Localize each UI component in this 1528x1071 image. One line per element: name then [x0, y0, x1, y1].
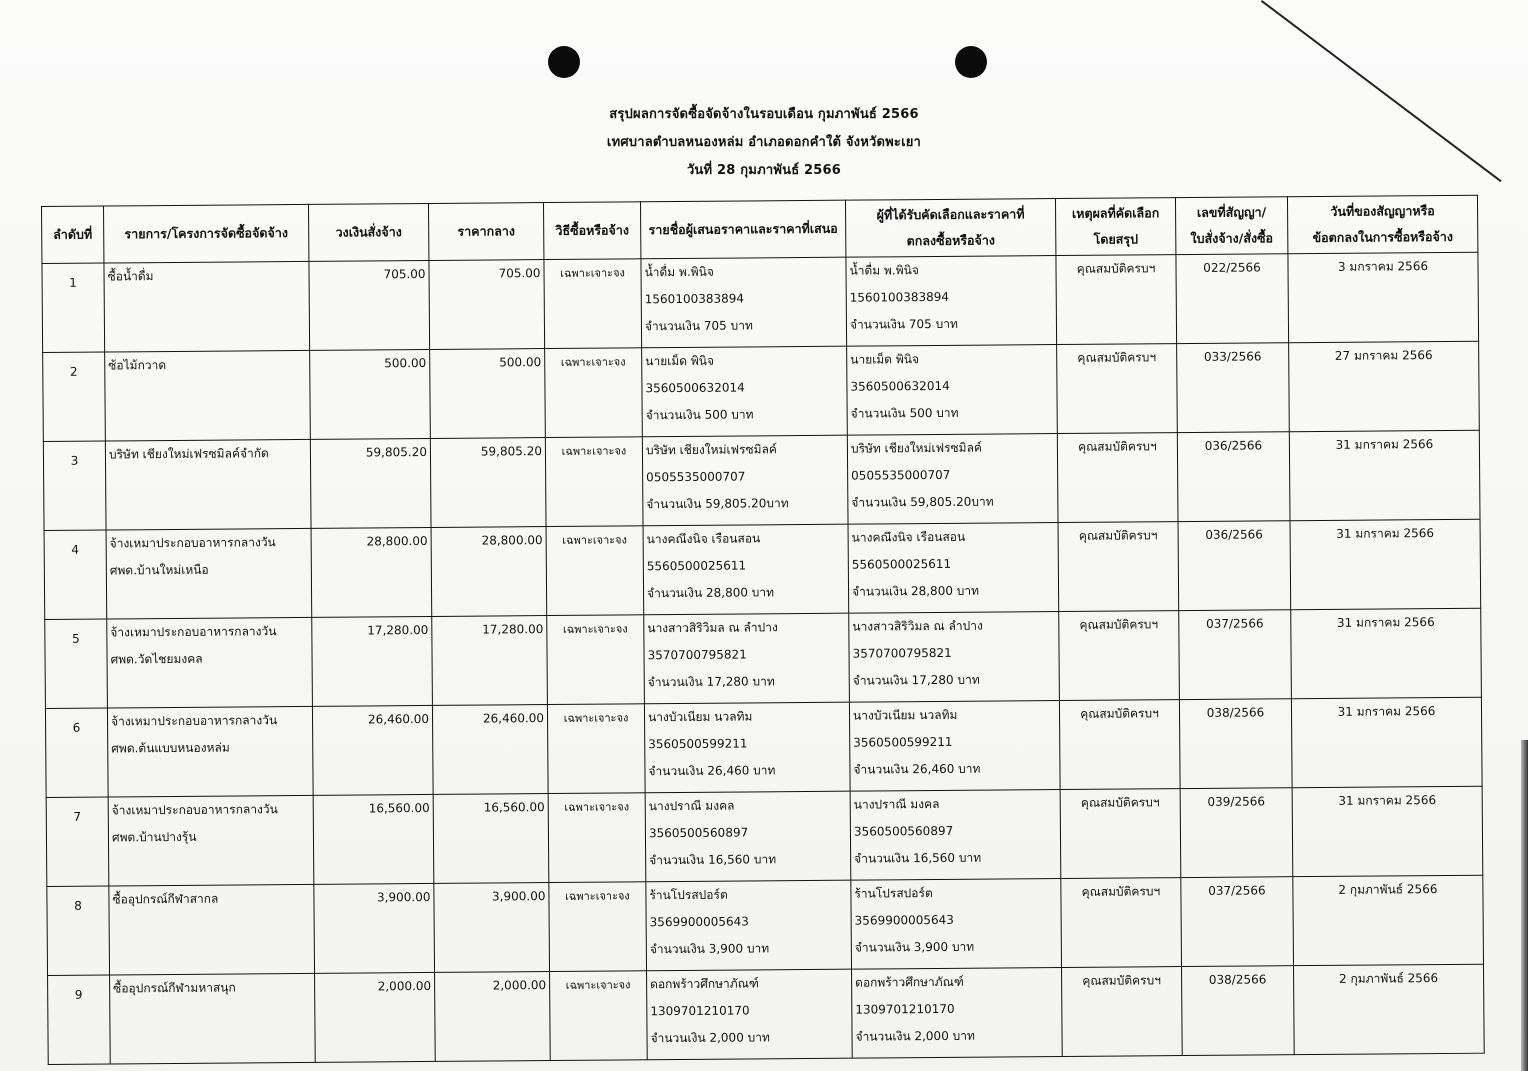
winner-cell-line: นายเม็ด พินิจ — [850, 352, 920, 367]
row-number — [45, 708, 108, 797]
contract-date-cell-line: 2 กุมภาพันธ์ 2566 — [1338, 882, 1438, 897]
contract-date-cell — [1291, 608, 1482, 698]
reason-cell — [1058, 522, 1179, 612]
contract-no-cell-line: 039/2566 — [1207, 794, 1266, 809]
reason-cell-line: คุณสมบัติครบฯ — [1078, 439, 1157, 454]
bidder-cell-line: 3560500632014 — [645, 380, 745, 396]
contract-date-cell-line: 31 มกราคม 2566 — [1336, 615, 1435, 630]
page-fold-edge — [1261, 0, 1502, 182]
contract-date-cell-line: 3 มกราคม 2566 — [1337, 259, 1429, 274]
method-cell — [547, 615, 645, 705]
document-date: วันที่ 28 กุมภาพันธ์ 2566 — [686, 163, 842, 178]
winner-cell — [848, 523, 1059, 614]
item-cell-line: ซื้ออุปกรณ์กีฬาสากล — [112, 891, 219, 907]
budget-cell-line: 17,280.00 — [367, 622, 429, 638]
item-cell-line: จ้างเหมาประกอบอาหารกลางวัน — [109, 535, 276, 551]
winner-cell-line: บริษัท เชียงใหม่เฟรซมิลค์ — [850, 440, 982, 456]
contract-date-cell — [1289, 430, 1480, 520]
table-row — [43, 341, 1480, 441]
contract-date-cell-line: 31 มกราคม 2566 — [1336, 526, 1435, 541]
budget-cell — [310, 438, 431, 528]
table-row — [44, 519, 1481, 619]
item-cell-line: จ้างเหมาประกอบอาหารกลางวัน — [111, 802, 278, 818]
median-price-cell — [432, 705, 548, 795]
method-cell — [549, 882, 647, 972]
item-cell-line: ศพด.วัดไชยมงคล — [110, 651, 203, 667]
col-header-method: วิธีซื้อหรือจ้าง — [543, 202, 640, 260]
median-price-cell-line: 59,805.20 — [480, 444, 542, 459]
contract-date-cell — [1292, 786, 1483, 876]
winner-cell-line: นางปราณี มงคล — [853, 796, 940, 812]
table-row — [47, 875, 1484, 975]
item-cell-line: จ้างเหมาประกอบอาหารกลางวัน — [110, 713, 278, 729]
col-header-median-price: ราคากลาง — [428, 203, 543, 261]
row-number-line: 2 — [69, 364, 78, 379]
contract-date-cell — [1293, 875, 1484, 965]
reason-cell-line: คุณสมบัติครบฯ — [1078, 528, 1158, 543]
item-cell-line: ซื้ออุปกรณ์กีฬามหาสนุก — [113, 980, 236, 996]
contract-date-cell — [1294, 964, 1485, 1054]
winner-cell-line: 3569900005643 — [854, 912, 954, 928]
bidder-cell-line: บริษัท เชียงใหม่เฟรซมิลค์ — [645, 442, 777, 458]
method-cell — [545, 348, 643, 438]
winner-cell-line: นางสาวสิริวิมล ณ ลำปาง — [852, 618, 983, 634]
contract-no-cell — [1178, 521, 1291, 611]
median-price-cell-line: 2,000.00 — [492, 978, 547, 993]
document-subtitle: เทศบาลตำบลหนองหล่ม อำเภอดอกคำใต้ จังหวัดพะเยา — [606, 135, 922, 150]
method-cell-line: เฉพาะเจาะจง — [562, 622, 628, 636]
reason-cell-line: คุณสมบัติครบฯ — [1082, 973, 1161, 988]
item-cell — [107, 617, 313, 708]
table-row — [45, 697, 1482, 797]
item-cell-line: บริษัท เชียงใหม่เฟรซมิลค์จำกัด — [108, 446, 269, 462]
budget-cell — [313, 794, 434, 884]
col-header-contract-no-line1: เลขที่สัญญา/ — [1196, 204, 1267, 220]
item-cell — [107, 706, 313, 797]
bidder-cell — [641, 257, 847, 348]
method-cell — [544, 259, 642, 349]
winner-cell — [852, 968, 1063, 1059]
reason-cell-line: คุณสมบัติครบฯ — [1077, 350, 1157, 365]
item-cell-line: ศพด.บ้านปางรุ้น — [111, 829, 197, 845]
method-cell-line: เฉพาะเจาะจง — [565, 889, 630, 903]
bidder-cell-line: 5560500025611 — [646, 558, 747, 574]
bidder-cell-line: 3560500599211 — [648, 736, 748, 752]
budget-cell-line: 2,000.00 — [377, 978, 432, 994]
table-row — [46, 786, 1483, 886]
winner-cell-line: จำนวนเงิน 705 บาท — [849, 316, 958, 332]
method-cell-line: เฉพาะเจาะจง — [561, 444, 627, 458]
budget-cell-line: 705.00 — [383, 266, 426, 282]
reason-cell — [1056, 255, 1177, 345]
contract-no-cell — [1180, 788, 1293, 878]
procurement-table — [41, 195, 1485, 1065]
winner-cell-line: จำนวนเงิน 59,805.20บาท — [851, 494, 994, 510]
contract-date-cell-line: 31 มกราคม 2566 — [1337, 704, 1436, 719]
col-header-winner — [845, 199, 1055, 258]
contract-date-cell — [1289, 341, 1480, 431]
row-number — [48, 975, 111, 1064]
punch-hole-left-icon — [548, 46, 580, 78]
median-price-cell-line: 16,560.00 — [483, 800, 545, 815]
bidder-cell — [647, 969, 853, 1060]
median-price-cell — [430, 438, 546, 528]
item-cell — [110, 973, 316, 1064]
col-header-reason — [1055, 198, 1175, 256]
item-cell-line: ซื้อน้ำดื่ม — [107, 269, 154, 284]
reason-cell — [1059, 611, 1180, 701]
budget-cell-line: 28,800.00 — [366, 533, 428, 549]
bidder-cell-line: 3570700795821 — [647, 647, 747, 663]
winner-cell-line: จำนวนเงิน 16,560 บาท — [854, 850, 982, 866]
budget-cell-line: 3,900.00 — [376, 889, 431, 905]
col-header-budget: วงเงินสั่งจ้าง — [308, 203, 428, 261]
contract-no-cell-line: 037/2566 — [1208, 883, 1266, 898]
reason-cell-line: คุณสมบัติครบฯ — [1079, 617, 1159, 632]
median-price-cell-line: 17,280.00 — [482, 622, 544, 637]
reason-cell — [1059, 700, 1180, 790]
bidder-cell-line: นางสาวสิริวิมล ณ ลำปาง — [647, 620, 778, 636]
method-cell — [547, 704, 645, 794]
item-cell — [105, 439, 311, 530]
row-number-line: 7 — [73, 809, 82, 824]
reason-cell — [1057, 344, 1178, 434]
row-number-line: 3 — [70, 453, 79, 468]
reason-cell-line: คุณสมบัติครบฯ — [1081, 884, 1161, 899]
page-edge-shadow — [1521, 740, 1528, 1071]
winner-cell-line: 1560100383894 — [849, 289, 950, 305]
contract-no-cell-line: 036/2566 — [1205, 527, 1263, 542]
winner-cell-line: จำนวนเงิน 26,460 บาท — [853, 761, 981, 777]
contract-date-cell-line: 27 มกราคม 2566 — [1334, 348, 1433, 363]
contract-no-cell — [1182, 966, 1295, 1056]
bidder-cell-line: จำนวนเงิน 2,000 บาท — [650, 1030, 770, 1046]
median-price-cell — [431, 527, 547, 617]
contract-no-cell-line: 033/2566 — [1203, 349, 1262, 364]
method-cell — [545, 437, 643, 527]
item-cell-line: ศพด.บ้านใหม่เหนือ — [109, 562, 209, 578]
bidder-cell-line: จำนวนเงิน 16,560 บาท — [649, 852, 777, 868]
row-number — [42, 263, 105, 352]
row-number-line: 6 — [72, 720, 81, 735]
bidder-cell-line: นางบัวเนียม นวลทิม — [647, 709, 753, 725]
winner-cell-line: 3570700795821 — [852, 645, 952, 661]
contract-no-cell — [1177, 432, 1290, 522]
document-title: สรุปผลการจัดซื้อจัดจ้างในรอบเดือน กุมภาพันธ์ 2566 — [609, 107, 919, 122]
item-cell — [109, 884, 315, 975]
contract-no-cell — [1176, 254, 1289, 344]
row-number — [43, 352, 106, 441]
contract-no-cell-line: 038/2566 — [1206, 705, 1265, 720]
budget-cell-line: 26,460.00 — [367, 711, 430, 727]
bidder-cell-line: น้ำดื่ม พ.พินิจ — [644, 264, 714, 280]
table-row — [42, 252, 1479, 352]
bidder-cell — [642, 346, 848, 437]
item-cell-line: ซ้อไม้กวาด — [108, 358, 167, 373]
col-header-reason-line2: โดยสรุป — [1093, 231, 1139, 247]
col-header-contract-date-line1: วันที่ของสัญญาหรือ — [1330, 203, 1435, 219]
bidder-cell-line: จำนวนเงิน 28,800 บาท — [647, 585, 775, 601]
table-row — [45, 608, 1482, 708]
item-cell — [108, 795, 314, 886]
median-price-cell-line: 28,800.00 — [481, 533, 543, 548]
winner-cell-line: ดอกพร้าวศึกษาภัณฑ์ — [855, 974, 964, 990]
budget-cell — [310, 349, 431, 439]
reason-cell-line: คุณสมบัติครบฯ — [1080, 795, 1160, 810]
col-header-contract-no — [1175, 197, 1287, 255]
bidder-cell-line: นางปราณี มงคล — [648, 798, 735, 814]
winner-cell-line: นางคณึงนิจ เรือนสอน — [851, 529, 966, 545]
winner-cell-line: 3560500599211 — [853, 734, 953, 750]
bidder-cell-line: 3569900005643 — [649, 914, 749, 930]
reason-cell — [1057, 433, 1178, 523]
punch-hole-right-icon — [955, 46, 987, 78]
row-number — [44, 530, 107, 619]
method-cell-line: เฉพาะเจาะจง — [562, 533, 628, 547]
winner-cell — [849, 612, 1060, 703]
winner-cell — [849, 701, 1060, 792]
bidder-cell — [643, 524, 849, 615]
median-price-cell — [433, 794, 549, 884]
row-number-line: 5 — [72, 631, 80, 646]
col-header-reason-line1: เหตุผลที่คัดเลือก — [1071, 205, 1160, 221]
col-header-winner-line1: ผู้ที่ได้รับคัดเลือกและราคาที่ — [876, 206, 1025, 223]
budget-cell-line: 16,560.00 — [368, 800, 430, 816]
median-price-cell — [432, 616, 548, 706]
row-number — [46, 797, 109, 886]
method-cell — [550, 971, 648, 1061]
contract-no-cell — [1177, 343, 1290, 433]
winner-cell-line: 3560500560897 — [853, 823, 954, 839]
winner-cell-line: 0505535000707 — [851, 467, 951, 483]
budget-cell — [314, 883, 435, 973]
winner-cell-line: 5560500025611 — [851, 556, 952, 572]
median-price-cell-line: 3,900.00 — [491, 889, 546, 904]
winner-cell-line: นางบัวเนียม นวลทิม — [852, 707, 958, 723]
item-cell — [104, 261, 310, 352]
winner-cell-line: จำนวนเงิน 17,280 บาท — [852, 672, 980, 688]
row-number-line: 8 — [74, 898, 82, 913]
winner-cell — [847, 434, 1058, 525]
winner-cell — [847, 345, 1058, 436]
median-price-cell-line: 26,460.00 — [482, 711, 545, 726]
table-row — [43, 430, 1480, 530]
contract-date-cell-line: 31 มกราคม 2566 — [1338, 793, 1437, 808]
item-cell — [105, 350, 311, 441]
table-row — [48, 964, 1485, 1064]
item-cell-line: ศพด.ต้นแบบหนองหล่ม — [111, 740, 230, 756]
col-header-contract-date — [1287, 195, 1477, 253]
budget-cell — [311, 527, 432, 617]
bidder-cell-line: จำนวนเงิน 17,280 บาท — [647, 674, 775, 690]
median-price-cell — [434, 883, 550, 973]
row-number-line: 1 — [69, 275, 77, 290]
bidder-cell-line: ดอกพร้าวศึกษาภัณฑ์ — [650, 976, 759, 992]
winner-cell-line: 3560500632014 — [850, 378, 950, 394]
winner-cell-line: จำนวนเงิน 2,000 บาท — [855, 1028, 975, 1044]
reason-cell-line: คุณสมบัติครบฯ — [1080, 706, 1159, 721]
col-header-contract-no-line2: ใบสั่งจ้าง/สั่งซื้อ — [1190, 230, 1274, 246]
method-cell — [546, 526, 644, 616]
contract-no-cell — [1179, 699, 1292, 789]
bidder-cell-line: จำนวนเงิน 3,900 บาท — [649, 941, 770, 957]
contract-date-cell-line: 2 กุมภาพันธ์ 2566 — [1339, 971, 1439, 986]
bidder-cell-line: นายเม็ด พินิจ — [645, 353, 715, 369]
method-cell-line: เฉพาะเจาะจง — [565, 978, 631, 992]
budget-cell — [315, 972, 436, 1062]
row-number-line: 4 — [71, 542, 80, 557]
table-body — [42, 252, 1484, 1064]
bidder-cell-line: 1560100383894 — [644, 291, 745, 307]
method-cell-line: เฉพาะเจาะจง — [560, 355, 626, 369]
contract-date-cell — [1290, 519, 1481, 609]
winner-cell-line: ร้านโปรสปอร์ต — [854, 886, 933, 901]
winner-cell-line: น้ำดื่ม พ.พินิจ — [849, 263, 919, 278]
contract-no-cell-line: 038/2566 — [1208, 972, 1267, 987]
col-header-no: ลำดับที่ — [42, 206, 104, 263]
median-price-cell — [435, 972, 551, 1062]
winner-cell-line: 1309701210170 — [855, 1001, 955, 1017]
row-number — [47, 886, 110, 975]
bidder-cell-line: 3560500560897 — [648, 825, 749, 841]
budget-cell — [312, 705, 433, 795]
winner-cell — [846, 256, 1057, 347]
bidder-cell — [644, 613, 850, 704]
contract-no-cell-line: 037/2566 — [1206, 616, 1264, 631]
contract-date-cell-line: 31 มกราคม 2566 — [1335, 437, 1434, 452]
contract-no-cell — [1179, 610, 1292, 700]
budget-cell — [309, 260, 430, 350]
bidder-cell — [646, 880, 852, 971]
bidder-cell-line: จำนวนเงิน 26,460 บาท — [648, 763, 776, 779]
row-number — [43, 441, 106, 530]
bidder-cell-line: จำนวนเงิน 705 บาท — [644, 318, 753, 334]
method-cell-line: เฉพาะเจาะจง — [563, 711, 629, 725]
item-cell — [106, 528, 312, 619]
bidder-cell — [645, 791, 851, 882]
method-cell-line: เฉพาะเจาะจง — [560, 266, 625, 280]
median-price-cell-line: 705.00 — [498, 266, 541, 281]
winner-cell-line: จำนวนเงิน 500 บาท — [850, 405, 959, 421]
contract-date-cell — [1288, 252, 1479, 342]
row-number — [45, 619, 108, 708]
contract-date-cell — [1291, 697, 1482, 787]
bidder-cell-line: 0505535000707 — [646, 469, 746, 485]
reason-cell — [1061, 878, 1182, 968]
col-header-bidders: รายชื่อผู้เสนอราคาและราคาที่เสนอ — [640, 200, 845, 259]
contract-no-cell-line: 022/2566 — [1203, 260, 1261, 275]
bidder-cell — [642, 435, 848, 526]
median-price-cell-line: 500.00 — [499, 355, 542, 370]
winner-cell — [851, 879, 1062, 970]
median-price-cell — [429, 260, 545, 350]
bidder-cell-line: จำนวนเงิน 59,805.20บาท — [646, 496, 789, 512]
col-header-contract-date-line2: ข้อตกลงในการซื้อหรือจ้าง — [1312, 228, 1454, 246]
method-cell-line: เฉพาะเจาะจง — [564, 800, 630, 814]
bidder-cell — [644, 702, 850, 793]
method-cell — [548, 793, 646, 883]
col-header-item: รายการ/โครงการจัดซื้อจัดจ้าง — [104, 204, 309, 263]
reason-cell — [1062, 967, 1183, 1057]
contract-no-cell — [1181, 877, 1294, 967]
budget-cell-line: 500.00 — [384, 355, 427, 371]
contract-no-cell-line: 036/2566 — [1204, 438, 1263, 453]
winner-cell-line: จำนวนเงิน 28,800 บาท — [851, 583, 980, 599]
bidder-cell-line: นางคณึงนิจ เรือนสอน — [646, 531, 761, 547]
row-number-line: 9 — [74, 987, 83, 1002]
winner-cell-line: จำนวนเงิน 3,900 บาท — [854, 939, 975, 955]
bidder-cell-line: ร้านโปรสปอร์ต — [649, 887, 728, 903]
reason-cell-line: คุณสมบัติครบฯ — [1076, 261, 1156, 276]
winner-cell — [850, 790, 1061, 881]
item-cell-line: จ้างเหมาประกอบอาหารกลางวัน — [110, 624, 277, 640]
budget-cell-line: 59,805.20 — [365, 444, 427, 460]
reason-cell — [1060, 789, 1181, 879]
col-header-winner-line2: ตกลงซื้อหรือจ้าง — [906, 232, 996, 249]
bidder-cell-line: จำนวนเงิน 500 บาท — [645, 407, 754, 423]
bidder-cell-line: 1309701210170 — [650, 1003, 750, 1019]
median-price-cell — [430, 349, 546, 439]
budget-cell — [312, 616, 433, 706]
